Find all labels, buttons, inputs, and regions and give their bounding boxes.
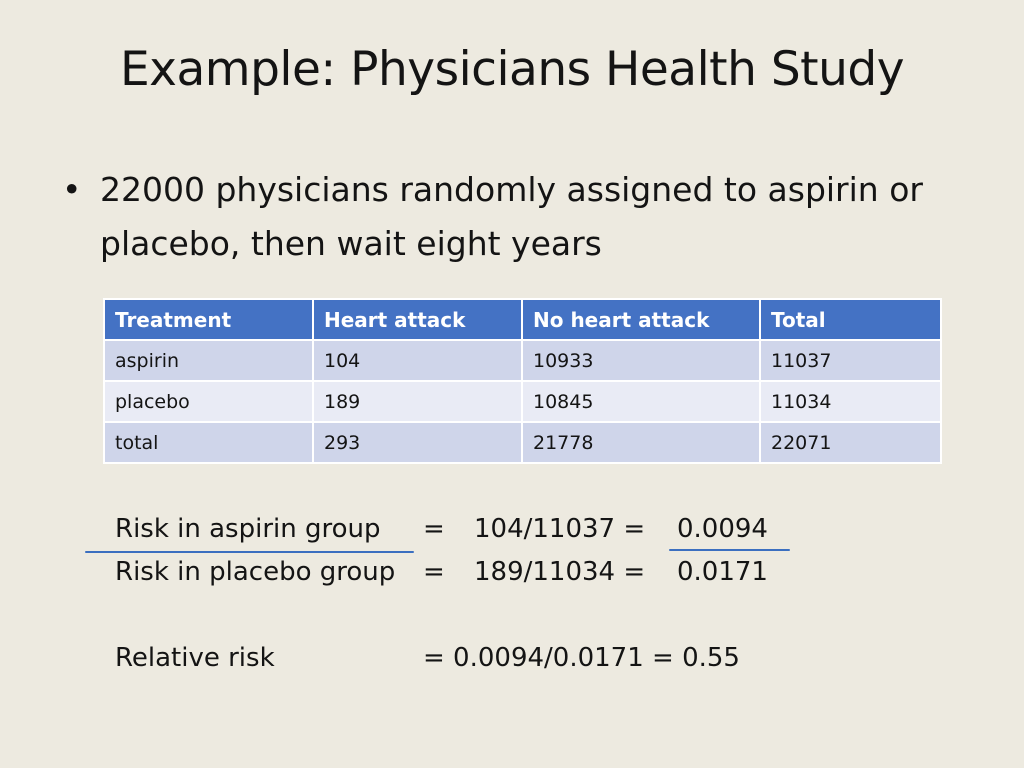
placebo-risk-expression: 189/11034 = [474,557,646,587]
table-row [104,422,941,463]
table-cell: 189 [313,381,522,422]
header-treatment: Treatment [104,299,313,340]
placebo-risk-label: Risk in placebo group [115,557,396,587]
table-header-row [104,299,941,340]
relative-risk-expression: = 0.0094/0.0171 = 0.55 [423,643,740,673]
table-cell: 11037 [760,340,941,381]
aspirin-risk-expression: 104/11037 = [474,514,646,544]
aspirin-label-underline [85,551,414,553]
table-cell: 11034 [760,381,941,422]
header-heart-attack: Heart attack [313,299,522,340]
table-cell: aspirin [104,340,313,381]
aspirin-risk-label: Risk in aspirin group [115,514,381,544]
table-cell: 21778 [522,422,760,463]
table-row [104,340,941,381]
table-cell: placebo [104,381,313,422]
table-cell: 10845 [522,381,760,422]
aspirin-risk-equals: = [423,514,445,544]
table-cell: 293 [313,422,522,463]
results-table [103,298,942,464]
bullet-dot: • [62,170,82,209]
table-cell: 104 [313,340,522,381]
placebo-risk-equals: = [423,557,445,587]
aspirin-result-underline [669,549,790,551]
header-no-heart-attack: No heart attack [522,299,760,340]
placebo-risk-result: 0.0171 [677,557,768,587]
table-cell: 22071 [760,422,941,463]
page-title: Example: Physicians Health Study [119,42,905,97]
table-cell: total [104,422,313,463]
relative-risk-label: Relative risk [115,643,275,673]
table-row [104,381,941,422]
table-cell: 10933 [522,340,760,381]
bullet-text: 22000 physicians randomly assigned to aspirin or placebo, then wait eight years [100,170,923,263]
aspirin-risk-result: 0.0094 [677,514,768,544]
header-total: Total [760,299,941,340]
